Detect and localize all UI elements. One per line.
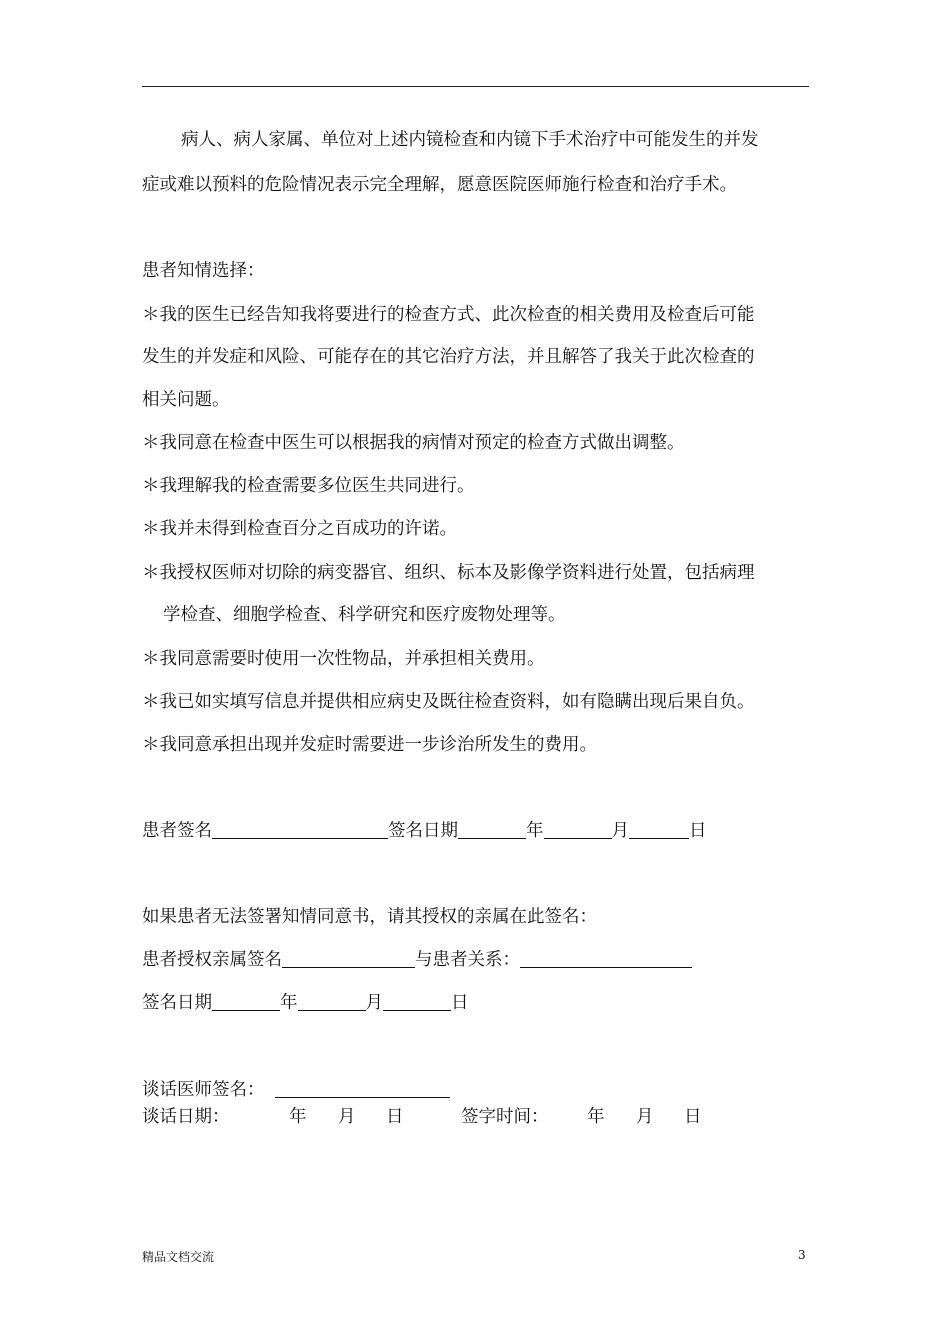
item-text: 我同意需要时使用一次性物品，并承担相关费用。 bbox=[159, 649, 545, 669]
talk-day: 日 bbox=[386, 1107, 404, 1127]
list-item bbox=[142, 733, 597, 757]
year-field[interactable] bbox=[212, 992, 280, 1011]
bullet-icon: ＊ bbox=[142, 649, 160, 669]
proxy-date-row bbox=[142, 991, 469, 1015]
month-field[interactable] bbox=[544, 820, 612, 839]
choices-heading: 患者知情选择： bbox=[142, 261, 265, 281]
sign-time-label: 签字时间： bbox=[461, 1107, 549, 1127]
page-number: 3 bbox=[798, 1248, 806, 1262]
year-label: 年 bbox=[526, 821, 544, 841]
doctor-sign-label: 谈话医师签名： bbox=[142, 1080, 265, 1100]
proxy-note: 如果患者无法签署知情同意书，请其授权的亲属在此签名： bbox=[142, 907, 597, 927]
year-field[interactable] bbox=[458, 820, 526, 839]
bullet-icon: ＊ bbox=[142, 476, 160, 496]
intro-line-1: 病人、病人家属、单位对上述内镜检查和内镜下手术治疗中可能发生的并发 bbox=[181, 130, 759, 150]
month-field[interactable] bbox=[298, 992, 366, 1011]
list-item bbox=[142, 690, 755, 714]
bullet-icon: ＊ bbox=[142, 692, 160, 712]
time-month: 月 bbox=[636, 1107, 654, 1127]
proxy-signature-row bbox=[142, 948, 692, 972]
header-rule bbox=[142, 86, 809, 87]
day-field[interactable] bbox=[383, 992, 451, 1011]
doctor-signature-row bbox=[142, 1078, 450, 1102]
month-label: 月 bbox=[365, 993, 383, 1013]
item-text: 我并未得到检查百分之百成功的许诺。 bbox=[159, 519, 457, 539]
bullet-icon: ＊ bbox=[142, 433, 160, 453]
proxy-date-label: 签名日期 bbox=[142, 993, 212, 1013]
proxy-sign-label: 患者授权亲属签名 bbox=[142, 950, 282, 970]
item-continuation: 学检查、细胞学检查、科学研究和医疗废物处理等。 bbox=[163, 605, 566, 625]
bullet-icon: ＊ bbox=[142, 305, 160, 325]
list-item bbox=[142, 561, 755, 585]
item-continuation: 相关问题。 bbox=[142, 390, 230, 410]
list-item bbox=[142, 517, 457, 541]
patient-sign-label: 患者签名 bbox=[142, 821, 212, 841]
list-item bbox=[142, 647, 545, 671]
relation-field[interactable] bbox=[520, 949, 692, 968]
day-field[interactable] bbox=[629, 820, 689, 839]
item-text: 我同意承担出现并发症时需要进一步诊治所发生的费用。 bbox=[159, 735, 597, 755]
sign-date-label: 签名日期 bbox=[388, 821, 458, 841]
item-text: 我理解我的检查需要多位医生共同进行。 bbox=[159, 476, 475, 496]
talk-month: 月 bbox=[338, 1107, 356, 1127]
bullet-icon: ＊ bbox=[142, 735, 160, 755]
list-item bbox=[142, 303, 755, 327]
list-item bbox=[142, 474, 475, 498]
bullet-icon: ＊ bbox=[142, 519, 160, 539]
item-text: 我已如实填写信息并提供相应病史及既往检查资料，如有隐瞒出现后果自负。 bbox=[159, 692, 755, 712]
bullet-icon: ＊ bbox=[142, 563, 160, 583]
time-year: 年 bbox=[587, 1107, 605, 1127]
day-label: 日 bbox=[689, 821, 707, 841]
talk-year: 年 bbox=[289, 1107, 307, 1127]
patient-signature-row bbox=[142, 819, 707, 843]
time-day: 日 bbox=[684, 1107, 702, 1127]
doctor-sign-field[interactable] bbox=[275, 1079, 450, 1098]
item-continuation: 发生的并发症和风险、可能存在的其它治疗方法，并且解答了我关于此次检查的 bbox=[142, 347, 755, 367]
intro-line-2: 症或难以预料的危险情况表示完全理解，愿意医院医师施行检查和治疗手术。 bbox=[142, 175, 737, 195]
proxy-sign-field[interactable] bbox=[282, 949, 415, 968]
item-text: 我授权医师对切除的病变器官、组织、标本及影像学资料进行处置，包括病理 bbox=[159, 563, 755, 583]
item-text: 我的医生已经告知我将要进行的检查方式、此次检查的相关费用及检查后可能 bbox=[159, 305, 755, 325]
month-label: 月 bbox=[611, 821, 629, 841]
talk-date-label: 谈话日期： bbox=[142, 1107, 230, 1127]
list-item bbox=[142, 431, 685, 455]
relation-label: 与患者关系： bbox=[415, 950, 520, 970]
year-label: 年 bbox=[280, 993, 298, 1013]
day-label: 日 bbox=[451, 993, 469, 1013]
item-text: 我同意在检查中医生可以根据我的病情对预定的检查方式做出调整。 bbox=[159, 433, 685, 453]
footer-label: 精品文档交流 bbox=[142, 1250, 215, 1264]
patient-sign-field[interactable] bbox=[212, 820, 388, 839]
